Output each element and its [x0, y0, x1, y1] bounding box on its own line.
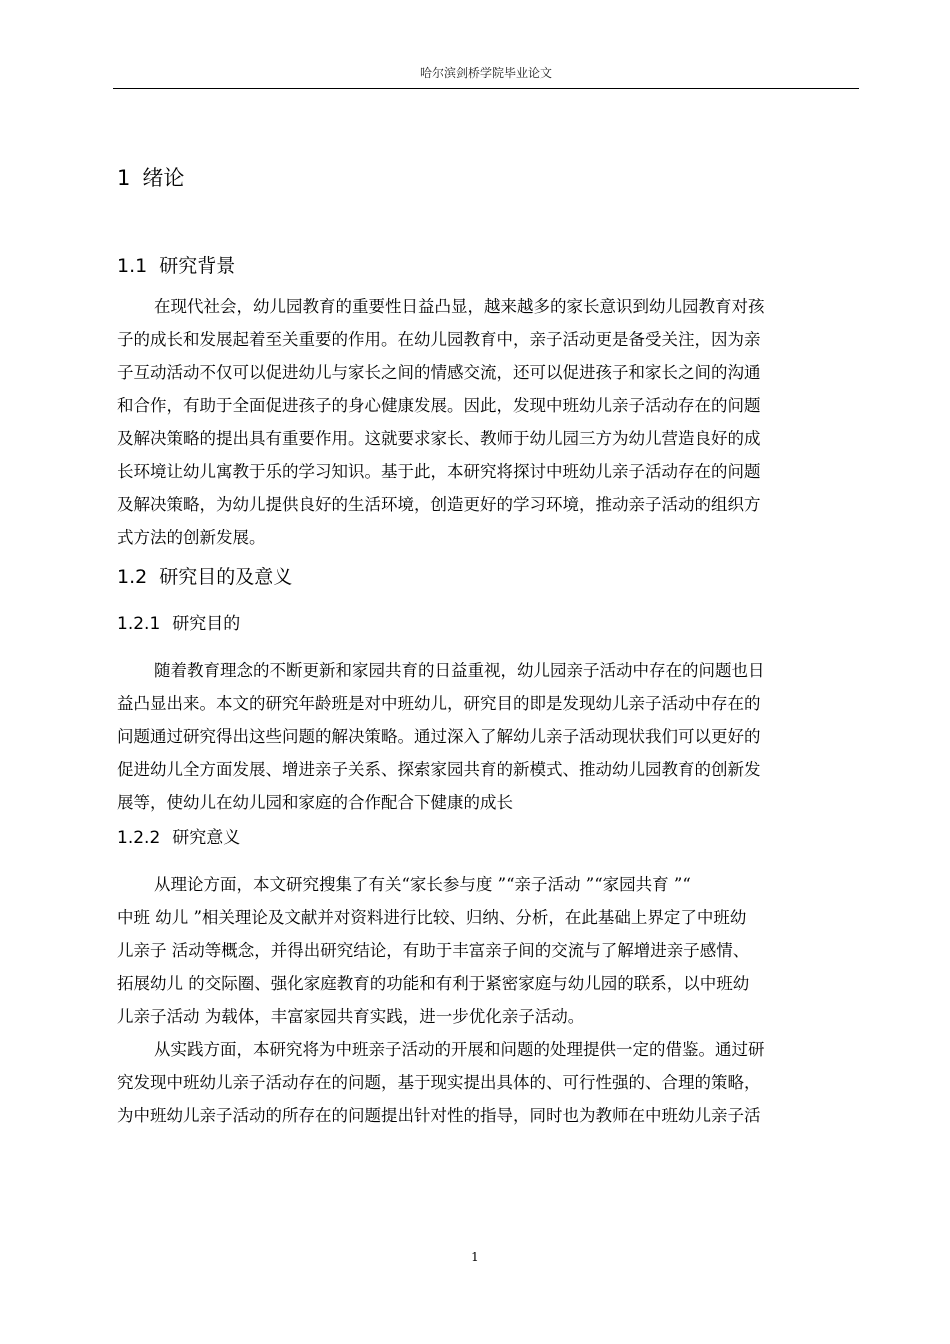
- section-number: 1.2: [117, 566, 148, 588]
- page-number: 1: [471, 1250, 479, 1264]
- paragraph-line: 在现代社会，幼儿园教育的重要性日益凸显，越来越多的家长意识到幼儿园教育对孩: [154, 297, 765, 316]
- paragraph-research-purpose: [117, 654, 863, 819]
- subsection-title: 研究目的: [172, 614, 241, 634]
- paragraph-line: 究发现中班幼儿亲子活动存在的问题，基于现实提出具体的、可行性强的、合理的策略，: [117, 1073, 761, 1092]
- paragraph-line: 及解决策略，为幼儿提供良好的生活环境，创造更好的学习环境，推动亲子活动的组织方: [117, 495, 761, 514]
- page-header: [113, 62, 859, 89]
- chapter-number: 1: [117, 166, 131, 190]
- chapter-title: 绪论: [142, 166, 185, 190]
- paragraph-line: 儿亲子活动 为载体，丰富家园共育实践，进一步优化亲子活动。: [117, 1007, 585, 1026]
- section-title: 研究目的及意义: [159, 566, 293, 588]
- subsection-heading-1-2-1: [117, 610, 240, 638]
- paragraph-line: 展等，使幼儿在幼儿园和家庭的合作配合下健康的成长: [117, 793, 513, 812]
- section-heading-1-2: [117, 562, 292, 592]
- paragraph-line: 问题通过研究得出这些问题的解决策略。通过深入了解幼儿亲子活动现状我们可以更好的: [117, 727, 761, 746]
- paragraph-theoretical-significance: [117, 868, 863, 1033]
- subsection-number: 1.2.2: [117, 828, 161, 848]
- paragraph-line: 从实践方面，本研究将为中班亲子活动的开展和问题的处理提供一定的借鉴。通过研: [154, 1040, 765, 1059]
- paragraph-line: 促进幼儿全方面发展、增进亲子关系、探索家园共育的新模式、推动幼儿园教育的创新发: [117, 760, 761, 779]
- header-title: 哈尔滨剑桥学院毕业论文: [419, 66, 552, 80]
- subsection-title: 研究意义: [172, 828, 241, 848]
- subsection-heading-1-2-2: [117, 824, 240, 852]
- paragraph-line: 从理论方面，本文研究搜集了有关“家长参与度 ”“亲子活动 ”“家园共育 ”“: [154, 875, 691, 894]
- section-number: 1.1: [117, 255, 148, 277]
- paragraph-line: 随着教育理念的不断更新和家园共育的日益重视，幼儿园亲子活动中存在的问题也日: [154, 661, 765, 680]
- paragraph-line: 中班 幼儿 ”相关理论及文献并对资料进行比较、归纳、分析，在此基础上界定了中班幼: [117, 908, 747, 927]
- paragraph-line: 子的成长和发展起着至关重要的作用。在幼儿园教育中，亲子活动更是备受关注，因为亲: [117, 330, 761, 349]
- paragraph-line: 儿亲子 活动等概念，并得出研究结论，有助于丰富亲子间的交流与了解增进亲子感情、: [117, 941, 750, 960]
- paragraph-line: 益凸显出来。本文的研究年龄班是对中班幼儿，研究目的即是发现幼儿亲子活动中存在的: [117, 694, 761, 713]
- subsection-number: 1.2.1: [117, 614, 161, 634]
- paragraph-line: 为中班幼儿亲子活动的所存在的问题提出针对性的指导，同时也为教师在中班幼儿亲子活: [117, 1106, 761, 1125]
- paragraph-research-background: [117, 290, 863, 554]
- paragraph-line: 拓展幼儿 的交际圈、强化家庭教育的功能和有利于紧密家庭与幼儿园的联系，以中班幼: [117, 974, 750, 993]
- paragraph-line: 和合作，有助于全面促进孩子的身心健康发展。因此，发现中班幼儿亲子活动存在的问题: [117, 396, 761, 415]
- chapter-heading: [117, 162, 184, 194]
- paragraph-practical-significance: [117, 1033, 863, 1132]
- paragraph-line: 式方法的创新发展。: [117, 528, 266, 547]
- section-heading-1-1: [117, 251, 235, 281]
- paragraph-line: 长环境让幼儿寓教于乐的学习知识。基于此，本研究将探讨中班幼儿亲子活动存在的问题: [117, 462, 761, 481]
- paragraph-line: 及解决策略的提出具有重要作用。这就要求家长、教师于幼儿园三方为幼儿营造良好的成: [117, 429, 761, 448]
- section-title: 研究背景: [159, 255, 236, 277]
- paragraph-line: 子互动活动不仅可以促进幼儿与家长之间的情感交流，还可以促进孩子和家长之间的沟通: [117, 363, 761, 382]
